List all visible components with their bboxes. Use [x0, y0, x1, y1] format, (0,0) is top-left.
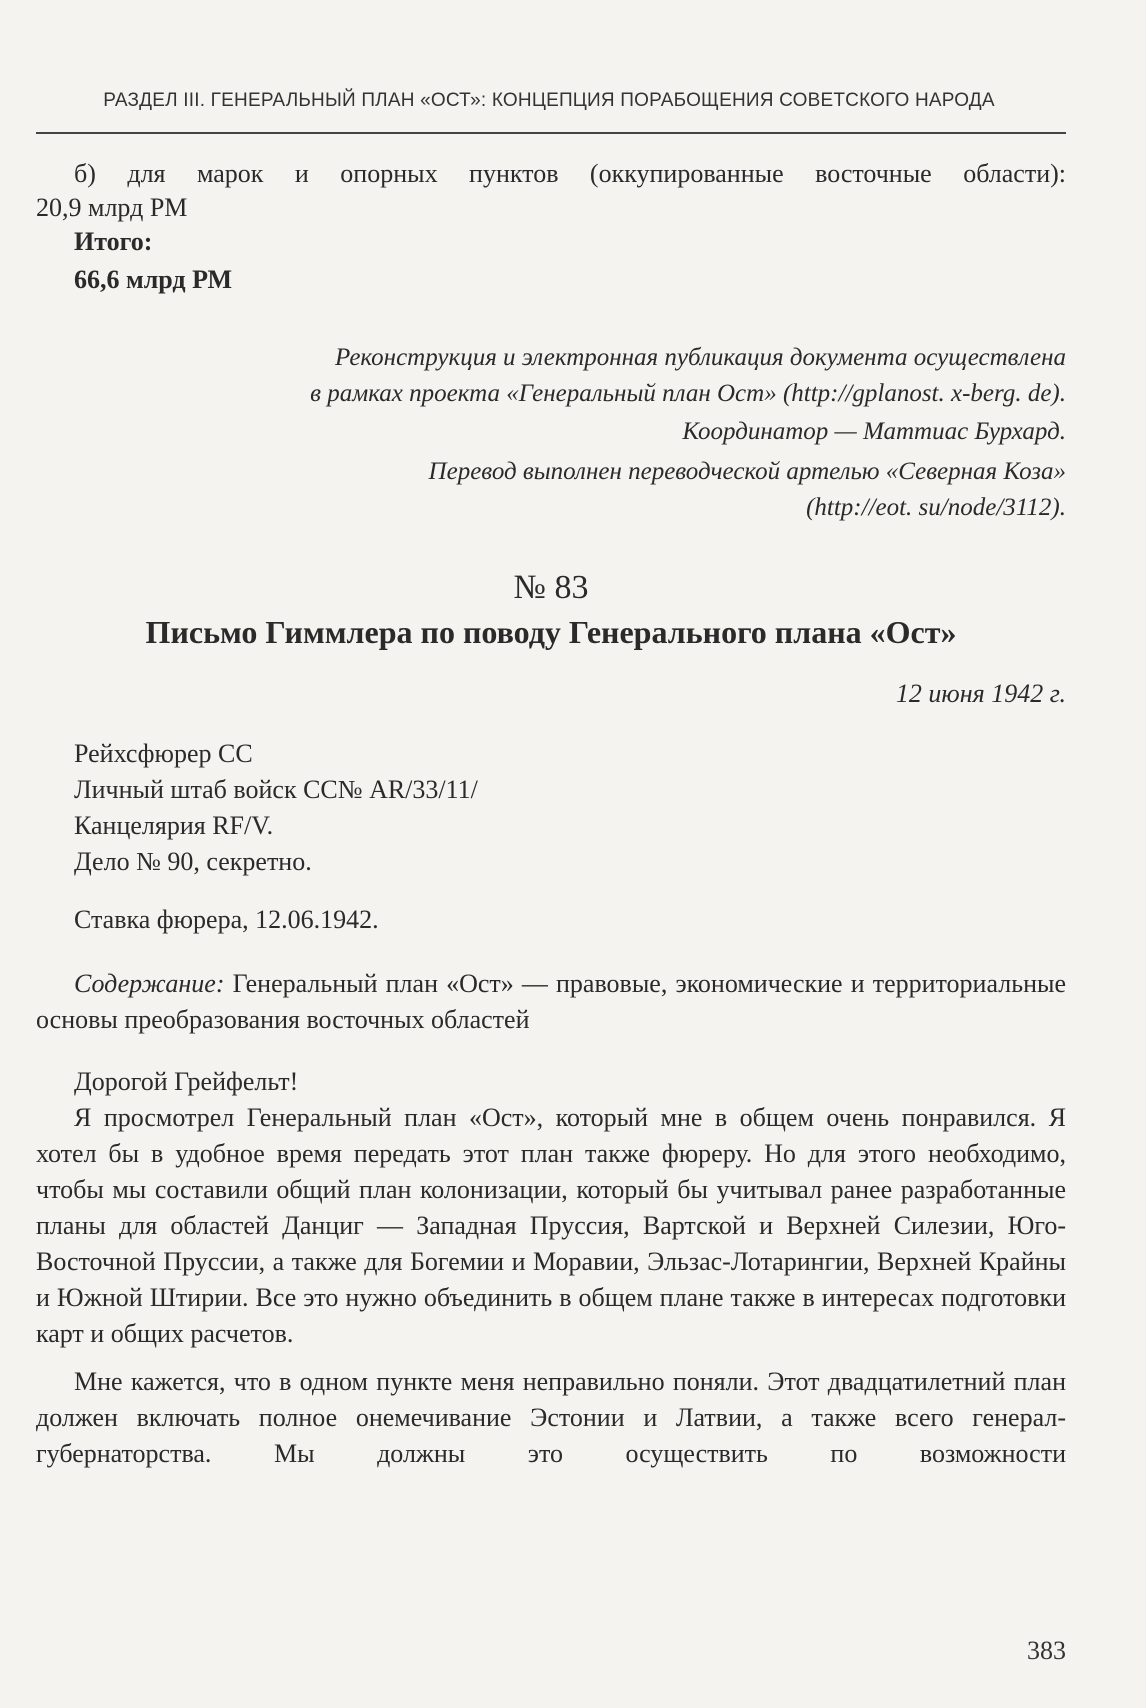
- content-text: Генеральный план «Ост» — правовые, экономические и территориальные основы преобразования восточных областей: [36, 969, 1066, 1034]
- greeting: Дорогой Грейфельт!: [74, 1067, 299, 1096]
- sender-line: Личный штаб войск СС№ AR/33/11/: [74, 775, 478, 804]
- credit-line: Перевод выполнен переводческой артелью «Северная Коза»: [428, 458, 1066, 485]
- total-value: 66,6 млрд РМ: [74, 265, 232, 294]
- sender-block: [36, 736, 1104, 880]
- document-date: 12 июня 1942 г.: [895, 679, 1066, 708]
- credit-line: (http://eot. su/node/3112).: [806, 494, 1066, 521]
- credit-line: в рамках проекта «Генеральный план Ост» (http://gplanost. x-berg. de).: [310, 380, 1066, 407]
- credit-line: Координатор — Маттиас Бурхард.: [682, 418, 1066, 445]
- sender-line: Дело № 90, секретно.: [74, 847, 312, 876]
- page-number: 383: [1027, 1636, 1066, 1665]
- source-credits: [36, 340, 1066, 526]
- document-number: № 83: [513, 569, 589, 606]
- document-title: Письмо Гиммлера по поводу Генерального плана «Ост»: [145, 614, 957, 650]
- running-header: РАЗДЕЛ III. ГЕНЕРАЛЬНЫЙ ПЛАН «ОСТ»: КОНЦЕПЦИЯ ПОРАБОЩЕНИЯ СОВЕТСКОГО НАРОДА: [103, 90, 995, 111]
- header-rule: [36, 132, 1066, 134]
- budget-line-b-value: 20,9 млрд РМ: [36, 193, 188, 222]
- letter-paragraph: Я просмотрел Генеральный план «Ост», который мне в общем очень понравился. Я хотел бы в удобное время передать этот план также фюреру. Но для этого необходимо, чтобы мы составили общий план колонизации, который бы учитывал ранее разработанные планы для областей Данциг — Западная Пруссия, Вартской и Верхней Силезии, Юго-Восточной Пруссии, а также для Богемии и Моравии, Эльзас-Лотарингии, Верхней Крайны и Южной Штирии. Все это нужно объединить в общем плане также в интересах подготовки карт и общих расчетов.: [36, 1103, 1066, 1348]
- sender-line: Канцелярия RF/V.: [74, 811, 274, 840]
- total-label: Итого:: [74, 227, 153, 256]
- credit-line: Реконструкция и электронная публикация документа осуществлена: [334, 344, 1066, 371]
- content-label: Содержание:: [74, 969, 225, 998]
- place-and-date: Ставка фюрера, 12.06.1942.: [74, 905, 379, 934]
- letter-paragraph: Мне кажется, что в одном пункте меня неправильно поняли. Этот двадцатилетний план должен включать полное онемечивание Эстонии и Латвии, а также всего генерал-губернаторства. Мы должны это осуществить по возможности: [36, 1367, 1066, 1468]
- sender-line: Рейхсфюрер СС: [74, 739, 253, 768]
- content-summary: [36, 966, 1066, 1038]
- budget-line-b: б) для марок и опорных пунктов (оккупированные восточные области):: [74, 159, 1066, 188]
